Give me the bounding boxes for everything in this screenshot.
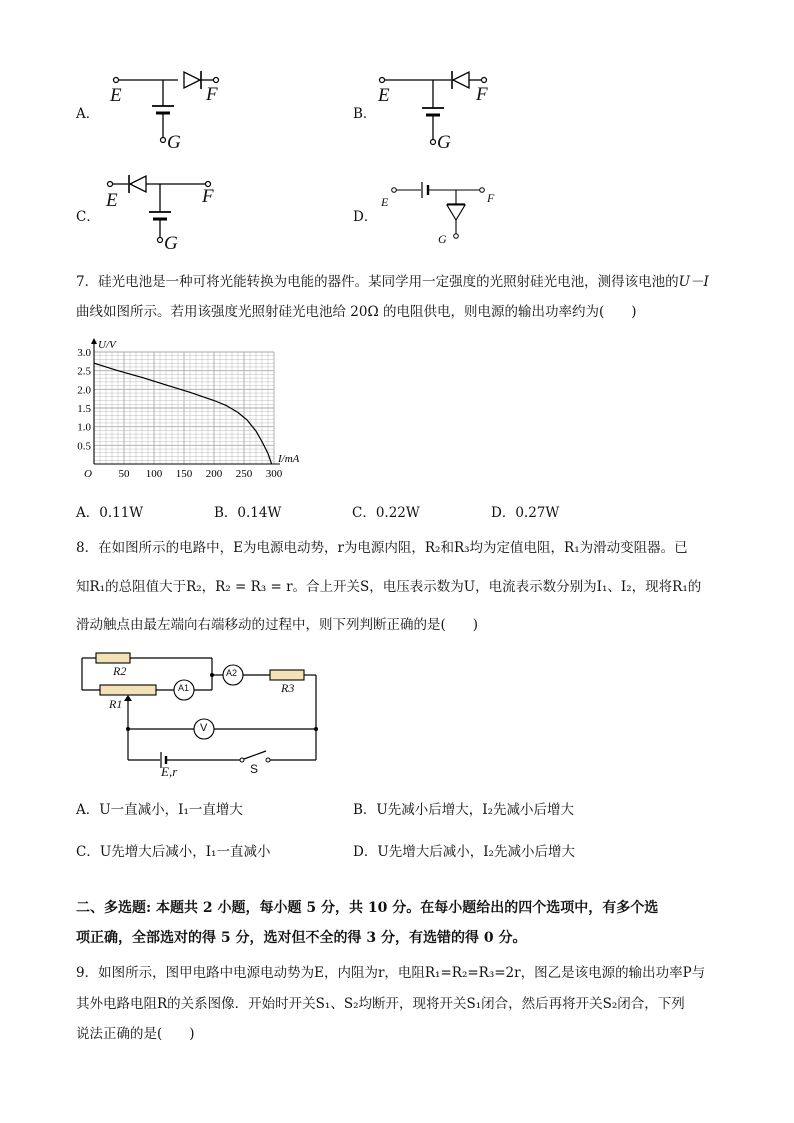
label-g: G bbox=[438, 232, 447, 246]
q7-option-d[interactable]: D．0.27W bbox=[491, 505, 560, 521]
y-tick-label: 1.5 bbox=[77, 403, 91, 415]
y-tick-label: 0.5 bbox=[77, 440, 91, 453]
label-e: E bbox=[378, 85, 390, 106]
label-e: E bbox=[110, 85, 122, 106]
q9-stem-line2: 其外电路电阻R的关系图像．开始时开关S₁、S₂均断开，现将开关S₁闭合，然后再将开关S₂闭合，下列 bbox=[76, 996, 685, 1012]
option-letter: A． bbox=[76, 106, 100, 122]
label-f: F bbox=[202, 186, 214, 207]
ui-chart bbox=[68, 338, 318, 488]
q7-stem-line2: 曲线如图所示。若用该强度光照射硅光电池给 20Ω 的电阻供电，则电源的输出功率约为( ) bbox=[76, 304, 637, 320]
y-axis-arrow bbox=[91, 338, 97, 344]
y-tick-label: 2.5 bbox=[77, 365, 91, 378]
label-g: G bbox=[167, 132, 181, 153]
y-tick-label: 2.0 bbox=[77, 384, 91, 397]
option-letter: D． bbox=[353, 209, 378, 225]
section2-heading-line1: 二、多选题: 本题共 2 小题，每小题 5 分，共 10 分。在每小题给出的四个选项中，有多个选 bbox=[76, 900, 659, 916]
q7-text: 7．硅光电池是一种可将光能转换为电能的器件。某同学用一定强度的光照射硅光电池，测得该电池的 bbox=[76, 274, 679, 290]
label-s: S bbox=[250, 762, 259, 776]
y-axis-label: U/V bbox=[98, 339, 116, 351]
label-g: G bbox=[164, 233, 178, 254]
circuit-diagram-c bbox=[100, 170, 220, 255]
label-r2: R2 bbox=[113, 664, 127, 678]
x-tick-label: 300 bbox=[265, 468, 283, 480]
origin-label: O bbox=[84, 468, 92, 480]
resistor-r1 bbox=[100, 685, 156, 695]
label-e: E bbox=[381, 195, 389, 209]
q8-option-b[interactable]: B．U先减小后增大，I₂先减小后增大 bbox=[353, 802, 575, 818]
label-g: G bbox=[437, 132, 451, 153]
q7-option-c[interactable]: C．0.22W bbox=[352, 505, 420, 521]
q7-option-a[interactable]: A．0.11W bbox=[76, 505, 144, 521]
x-axis-label: I/mA bbox=[278, 453, 300, 465]
resistor-r3 bbox=[270, 670, 304, 680]
q8-stem-line1: 8．在如图所示的电路中，E为电源电动势，r为电源内阻，R₂和R₃均为定值电阻，R₁为滑动变阻器。已 bbox=[76, 540, 688, 556]
q9-stem-line3: 说法正确的是( ) bbox=[76, 1026, 195, 1042]
option-letter: C． bbox=[76, 209, 100, 225]
label-a2: A2 bbox=[226, 668, 238, 678]
q7-text-ui: U－I bbox=[678, 274, 709, 290]
label-a1: A1 bbox=[178, 683, 190, 693]
resistor-r2 bbox=[96, 653, 130, 663]
label-r1: R1 bbox=[109, 697, 123, 711]
x-tick-label: 100 bbox=[145, 468, 163, 480]
label-f: F bbox=[206, 84, 218, 105]
label-v: V bbox=[200, 722, 208, 734]
q7-option-b[interactable]: B．0.14W bbox=[214, 505, 282, 521]
q8-circuit-diagram bbox=[70, 648, 330, 778]
label-e: E bbox=[106, 190, 118, 211]
label-r3: R3 bbox=[281, 681, 295, 695]
label-e-r: E,r bbox=[161, 764, 178, 779]
label-f: F bbox=[487, 191, 495, 205]
q7-stem-line1 bbox=[76, 273, 709, 291]
y-tick-label: 1.0 bbox=[77, 421, 91, 434]
y-tick-label: 3.0 bbox=[77, 347, 91, 359]
x-tick-label: 200 bbox=[205, 468, 223, 480]
q8-option-d[interactable]: D．U先增大后减小，I₂先减小后增大 bbox=[353, 844, 575, 860]
x-tick-label: 50 bbox=[118, 468, 130, 480]
option-letter: B． bbox=[353, 106, 377, 122]
q8-stem-line2: 知R₁的总阻值大于R₂，R₂ = R₃ = r。合上开关S，电压表示数为U，电流表示数分别为I₁、I₂，现将R₁的 bbox=[76, 579, 702, 595]
q8-stem-line3: 滑动触点由最左端向右端移动的过程中，则下列判断正确的是( ) bbox=[76, 617, 479, 633]
q9-stem-line1: 9．如图所示，图甲电路中电源电动势为E，内阻为r，电阻R₁=R₂=R₃=2r，图乙是该电源的输出功率P与 bbox=[76, 965, 706, 981]
x-tick-label: 150 bbox=[175, 468, 193, 480]
label-f: F bbox=[476, 84, 488, 105]
grid-major bbox=[94, 352, 274, 464]
q8-option-a[interactable]: A．U一直减小，I₁一直增大 bbox=[76, 802, 243, 818]
q8-option-c[interactable]: C．U先增大后减小，I₁一直减小 bbox=[76, 844, 271, 860]
x-tick-label: 250 bbox=[235, 468, 253, 480]
section2-heading-line2: 项正确，全部选对的得 5 分，选对但不全的得 3 分，有选错的得 0 分。 bbox=[76, 930, 527, 946]
